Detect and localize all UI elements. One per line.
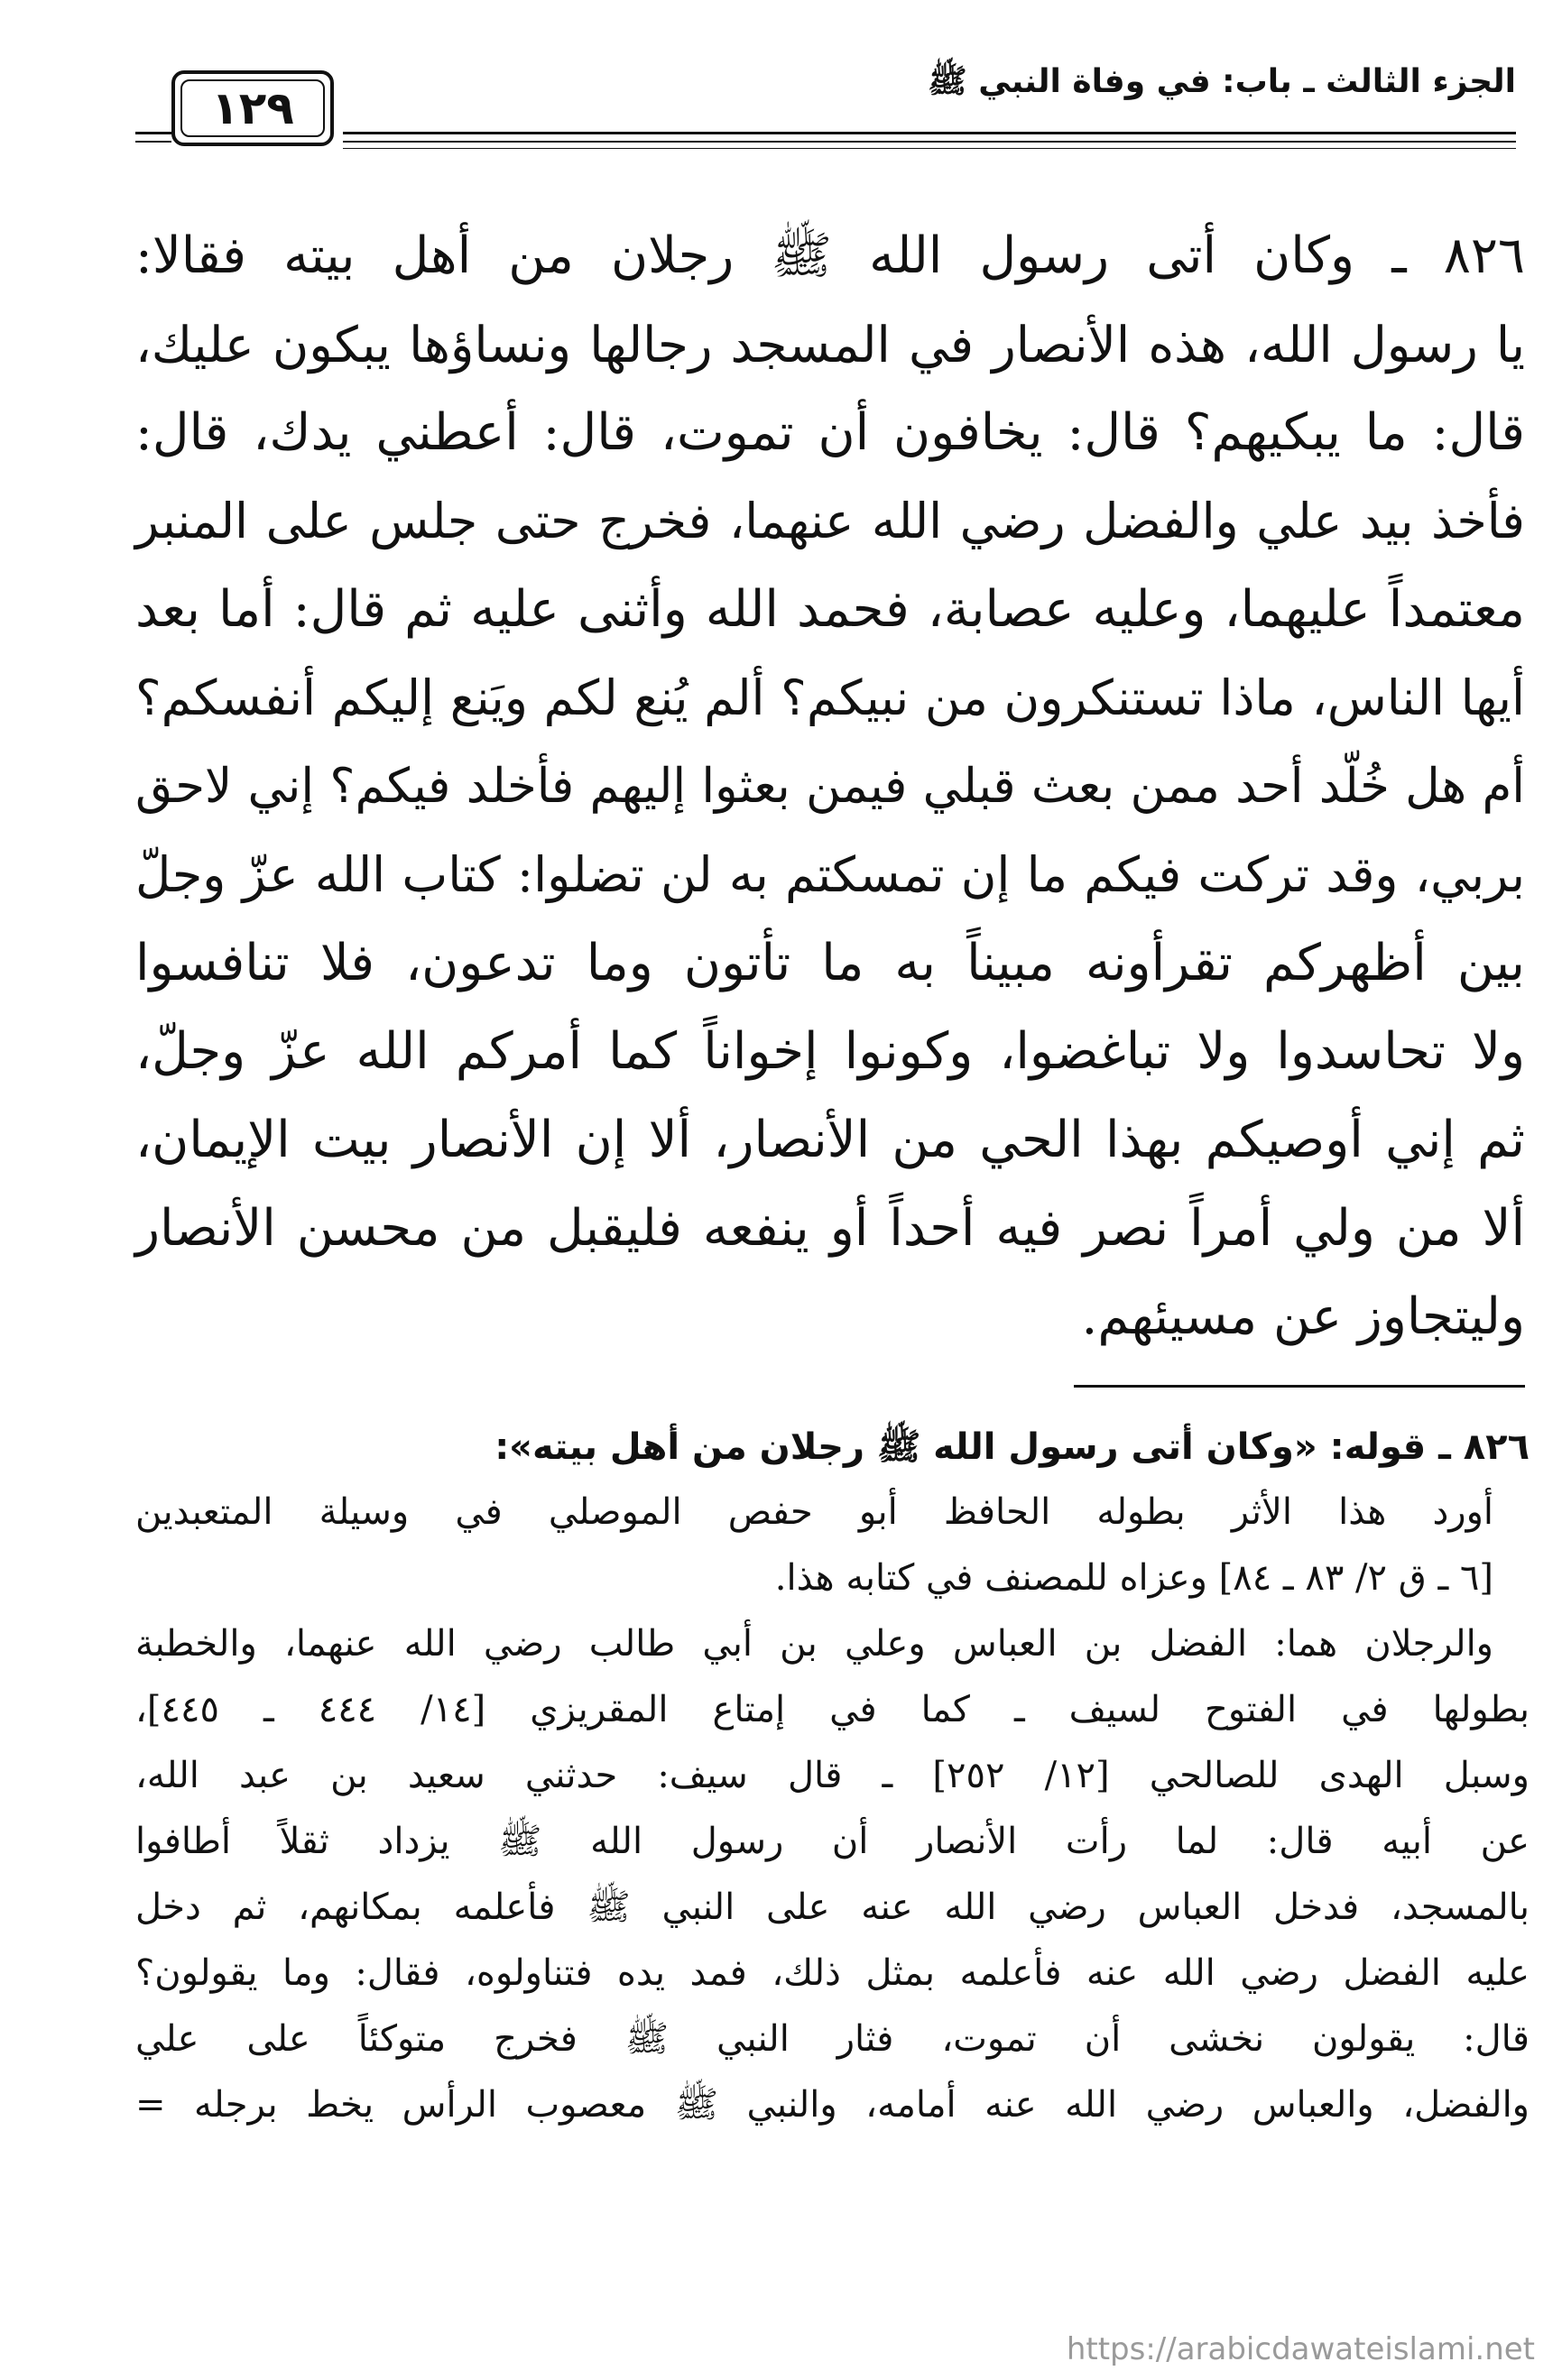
commentary-line: بطولها في الفتوح لسيف ـ كما في إمتاع المقريزي [١٤/ ٤٤٤ ـ ٤٤٥]، [135,1689,1530,1730]
page-header [135,54,1516,162]
text-line: معتمداً عليهما، وعليه عصابة، فحمد الله وأثنى عليه ثم قال: أما بعد [135,580,1525,639]
text-line: قال: ما يبكيهم؟ قال: يخافون أن تموت، قال: أعطني يدك، قال: [135,403,1525,462]
hadith-text [135,212,1525,1361]
commentary-line: عن أبيه قال: لما رأت الأنصار أن رسول الله ﷺ يزداد ثقلاً أطافوا [135,1821,1530,1862]
watermark-url: https://arabicdawateislami.net [1066,2331,1535,2367]
header-rule [135,132,171,134]
text-line: بين أظهركم تقرأونه مبيناً به ما تأتون وما تدعون، فلا تنافسوا [135,934,1525,992]
commentary-line: بالمسجد، فدخل العباس رضي الله عنه على النبي ﷺ فأعلمه بمكانهم، ثم دخل [135,1886,1530,1928]
header-rule [343,148,1516,149]
running-title: الجزء الثالث ـ باب: في وفاة النبي ﷺ [928,63,1516,100]
text-line: أم هل خُلّد أحد ممن بعث قبلي فيمن بعثوا إليهم فأخلد فيكم؟ إني لاحق [135,759,1525,814]
header-rule [343,141,1516,143]
text-line: وليتجاوز عن مسيئهم. [1081,1287,1525,1346]
page-number: ١٢٩ [211,82,294,134]
text-line: فأخذ بيد علي والفضل رضي الله عنهما، فخرج حتى جلس على المنبر [135,493,1525,549]
commentary-line: والفضل، والعباس رضي الله عنه أمامه، والنبي ﷺ معصوب الرأس يخط برجله = [135,2084,1530,2126]
text-line: يا رسول الله، هذه الأنصار في المسجد رجالها ونساؤها يبكون عليك، [135,316,1525,374]
text-line: ولا تحاسدوا ولا تباغضوا، وكونوا إخواناً كما أمركم الله عزّ وجلّ، [135,1022,1525,1081]
commentary-line: وسبل الهدى للصالحي [١٢/ ٢٥٢] ـ قال سيف: حدثني سعيد بن عبد الله، [135,1755,1530,1796]
header-rule [343,132,1516,134]
text-line: أيها الناس، ماذا تستنكرون من نبيكم؟ ألم يُنع لكم ويَنع إليكم أنفسكم؟ [135,669,1525,726]
commentary-heading: ٨٢٦ ـ قوله: «وكان أتى رسول الله ﷺ رجلان من أهل بيته»: [494,1426,1530,1468]
header-rule [135,141,171,143]
text-line: ثم إني أوصيكم بهذا الحي من الأنصار، ألا إن الأنصار بيت الإيمان، [135,1111,1525,1169]
commentary-line: أورد هذا الأثر بطوله الحافظ أبو حفص الموصلي في وسيلة المتعبدين [135,1491,1493,1533]
text-line: بربي، وقد تركت فيكم ما إن تمسكتم به لن تضلوا: كتاب الله عزّ وجلّ [135,846,1525,903]
commentary-line: قال: يقولون نخشى أن تموت، فثار النبي ﷺ فخرج متوكئاً على علي [135,2018,1530,2060]
page-number-frame [171,70,334,146]
commentary [135,1415,1530,2138]
text-line: ٨٢٦ ـ وكان أتى رسول الله ﷺ رجلان من أهل بيته فقالا: [135,226,1525,285]
commentary-line: [٦ ـ ق ٢/ ٨٣ ـ ٨٤] وعزاه للمصنف في كتابه هذا. [774,1557,1493,1599]
footnote-separator [1074,1385,1525,1388]
text-line: ألا من ولي أمراً نصر فيه أحداً أو ينفعه فليقبل من محسن الأنصار [135,1199,1525,1258]
commentary-line: والرجلان هما: الفضل بن العباس وعلي بن أبي طالب رضي الله عنهما، والخطبة [135,1623,1493,1665]
commentary-line: عليه الفضل رضي الله عنه فأعلمه بمثل ذلك، فمد يده فتناولوه، فقال: وما يقولون؟ [135,1952,1530,1994]
